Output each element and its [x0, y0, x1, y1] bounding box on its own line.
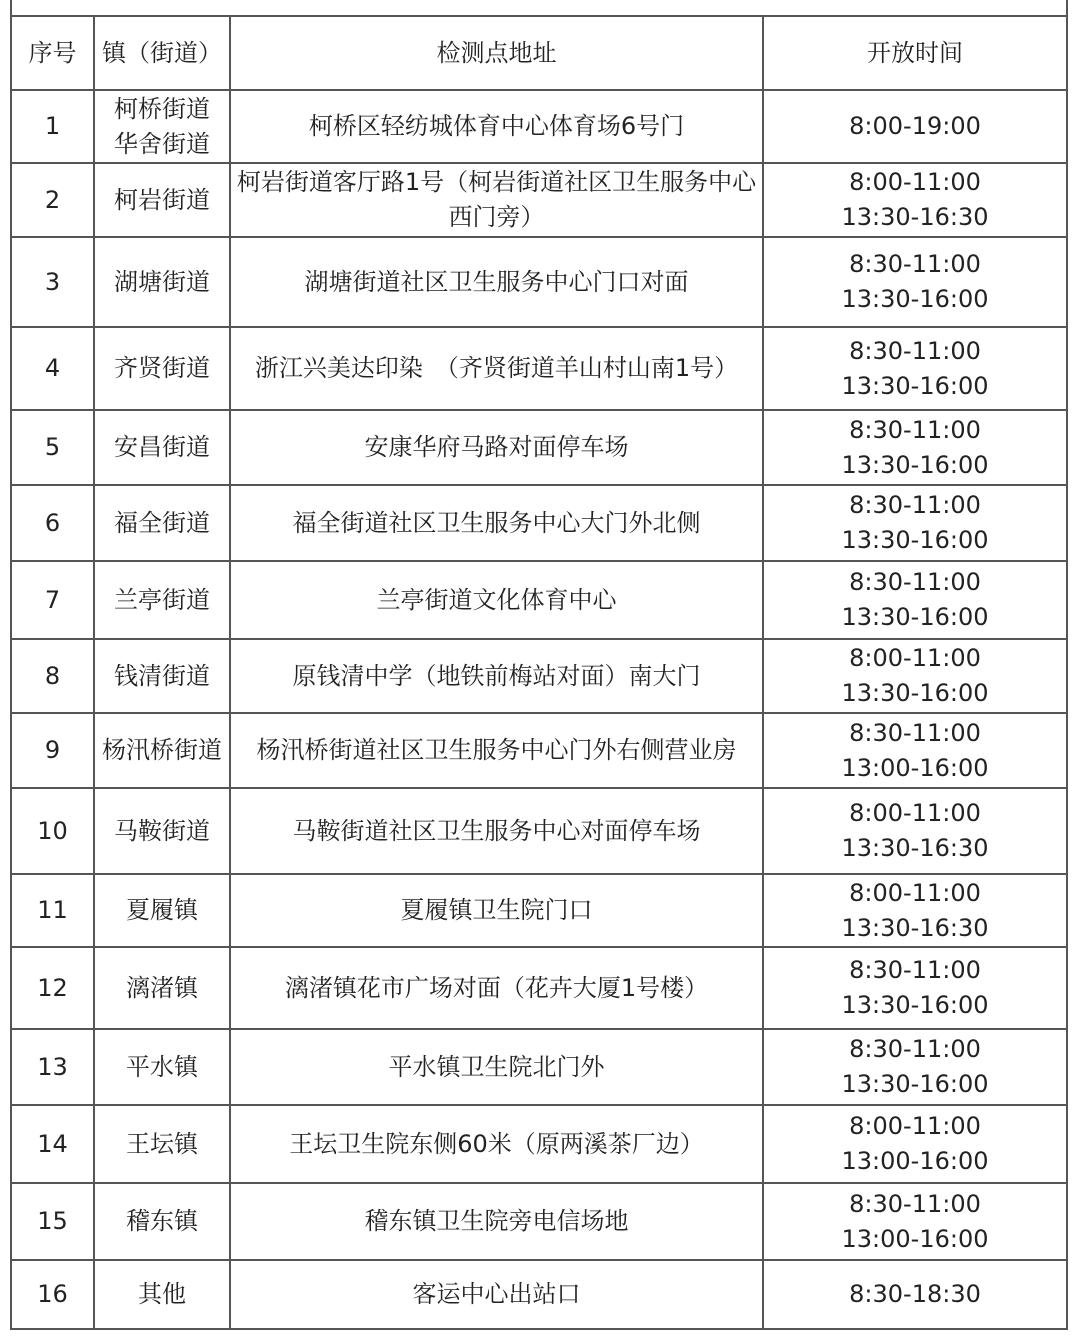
row-address: 平水镇卫生院北门外: [230, 1029, 763, 1105]
time-slot: 13:30-16:00: [841, 526, 989, 554]
row-number: 4: [11, 327, 94, 410]
row-town: 夏履镇: [94, 874, 230, 947]
time-slot: 8:00-19:00: [849, 112, 981, 140]
time-slot: 13:30-16:00: [841, 1070, 989, 1098]
row-town: 柯岩街道: [94, 163, 230, 237]
time-slot: 13:30-16:30: [841, 834, 989, 862]
row-number: 16: [11, 1260, 94, 1329]
table-row: [11, 874, 1067, 947]
row-number: 15: [11, 1183, 94, 1260]
row-hours: [763, 237, 1067, 327]
table-top-border: [10, 0, 1068, 15]
row-hours: [763, 410, 1067, 485]
row-town: 福全街道: [94, 485, 230, 561]
table-row: [11, 1105, 1067, 1183]
row-town: 安昌街道: [94, 410, 230, 485]
row-hours: [763, 1183, 1067, 1260]
header-row: [11, 16, 1067, 90]
row-number: 8: [11, 639, 94, 713]
time-slot: 13:30-16:00: [841, 371, 989, 400]
row-hours: [763, 485, 1067, 561]
row-number: 9: [11, 713, 94, 788]
header-hours: 开放时间: [763, 16, 1067, 90]
time-slot: 8:30-11:00: [849, 250, 981, 278]
table-row: [11, 713, 1067, 788]
row-hours: [763, 561, 1067, 639]
row-number: 7: [11, 561, 94, 639]
time-slot: 13:30-16:00: [841, 285, 989, 313]
time-slot: 13:30-16:00: [841, 679, 989, 707]
header-town: 镇（街道）: [94, 16, 230, 90]
time-slot: 13:30-16:30: [841, 203, 989, 231]
table-row: [11, 1260, 1067, 1329]
table-row: [11, 788, 1067, 874]
row-address: 漓渚镇花市广场对面（花卉大厦1号楼）: [230, 947, 763, 1029]
row-address: 马鞍街道社区卫生服务中心对面停车场: [230, 788, 763, 874]
row-hours: [763, 1105, 1067, 1183]
table-row: [11, 327, 1067, 410]
table-row: [11, 90, 1067, 163]
time-slot: 13:00-16:00: [841, 1147, 989, 1175]
row-number: 2: [11, 163, 94, 237]
row-town: 兰亭街道: [94, 561, 230, 639]
time-slot: 8:30-11:00: [849, 491, 981, 519]
row-number: 14: [11, 1105, 94, 1183]
header-no: 序号: [11, 16, 94, 90]
time-slot: 13:30-16:00: [841, 991, 989, 1019]
header-address: 检测点地址: [230, 16, 763, 90]
table-row: [11, 163, 1067, 237]
row-hours: [763, 1029, 1067, 1105]
row-address: 杨汛桥街道社区卫生服务中心门外右侧营业房: [230, 713, 763, 788]
time-slot: 13:30-16:00: [841, 603, 989, 631]
row-hours: [763, 327, 1067, 410]
row-town: 稽东镇: [94, 1183, 230, 1260]
time-slot: 8:30-11:00: [849, 1189, 981, 1218]
row-town: 马鞍街道: [94, 788, 230, 874]
row-hours: [763, 874, 1067, 947]
row-address: 湖塘街道社区卫生服务中心门口对面: [230, 237, 763, 327]
row-hours: [763, 947, 1067, 1029]
row-number: 13: [11, 1029, 94, 1105]
testing-sites-table: [10, 15, 1068, 1330]
row-number: 1: [11, 90, 94, 163]
time-slot: 13:00-16:00: [841, 1224, 989, 1253]
row-hours: [763, 163, 1067, 237]
table-row: [11, 1183, 1067, 1260]
row-town: 湖塘街道: [94, 237, 230, 327]
row-number: 6: [11, 485, 94, 561]
row-address: 柯桥区轻纺城体育中心体育场6号门: [230, 90, 763, 163]
row-number: 5: [11, 410, 94, 485]
row-town: 柯桥街道 华舍街道: [94, 90, 230, 163]
time-slot: 8:30-18:30: [849, 1280, 981, 1308]
table-row: [11, 485, 1067, 561]
row-hours: [763, 713, 1067, 788]
time-slot: 13:00-16:00: [841, 753, 989, 782]
row-hours: [763, 639, 1067, 713]
row-hours: [763, 90, 1067, 163]
time-slot: 8:30-11:00: [849, 956, 981, 984]
row-hours: [763, 788, 1067, 874]
time-slot: 8:00-11:00: [849, 644, 981, 672]
row-address: 原钱清中学（地铁前梅站对面）南大门: [230, 639, 763, 713]
row-town: 其他: [94, 1260, 230, 1329]
row-town: 钱清街道: [94, 639, 230, 713]
table-row: [11, 561, 1067, 639]
time-slot: 13:30-16:30: [841, 913, 989, 942]
table-row: [11, 1029, 1067, 1105]
time-slot: 8:30-11:00: [849, 415, 981, 444]
row-address: 安康华府马路对面停车场: [230, 410, 763, 485]
row-address: 福全街道社区卫生服务中心大门外北侧: [230, 485, 763, 561]
row-hours: [763, 1260, 1067, 1329]
table-body: [11, 90, 1067, 1329]
table-row: [11, 410, 1067, 485]
row-address: 客运中心出站口: [230, 1260, 763, 1329]
time-slot: 8:30-11:00: [849, 568, 981, 596]
row-town: 杨汛桥街道: [94, 713, 230, 788]
time-slot: 8:00-11:00: [849, 1112, 981, 1140]
table-row: [11, 237, 1067, 327]
table-row: [11, 947, 1067, 1029]
row-town: 王坛镇: [94, 1105, 230, 1183]
row-address: 浙江兴美达印染 （齐贤街道羊山村山南1号）: [230, 327, 763, 410]
row-address: 王坛卫生院东侧60米（原两溪茶厂边）: [230, 1105, 763, 1183]
row-town: 平水镇: [94, 1029, 230, 1105]
time-slot: 8:00-11:00: [849, 878, 981, 907]
row-town: 漓渚镇: [94, 947, 230, 1029]
row-number: 11: [11, 874, 94, 947]
time-slot: 8:30-11:00: [849, 336, 981, 365]
time-slot: 13:30-16:00: [841, 450, 989, 479]
row-number: 12: [11, 947, 94, 1029]
row-address: 稽东镇卫生院旁电信场地: [230, 1183, 763, 1260]
row-address: 夏履镇卫生院门口: [230, 874, 763, 947]
time-slot: 8:00-11:00: [849, 799, 981, 827]
time-slot: 8:30-11:00: [849, 718, 981, 747]
row-town: 齐贤街道: [94, 327, 230, 410]
table-row: [11, 639, 1067, 713]
row-address: 兰亭街道文化体育中心: [230, 561, 763, 639]
time-slot: 8:00-11:00: [849, 168, 981, 196]
row-address: 柯岩街道客厅路1号（柯岩街道社区卫生服务中心西门旁）: [230, 163, 763, 237]
row-number: 10: [11, 788, 94, 874]
row-number: 3: [11, 237, 94, 327]
time-slot: 8:30-11:00: [849, 1035, 981, 1063]
